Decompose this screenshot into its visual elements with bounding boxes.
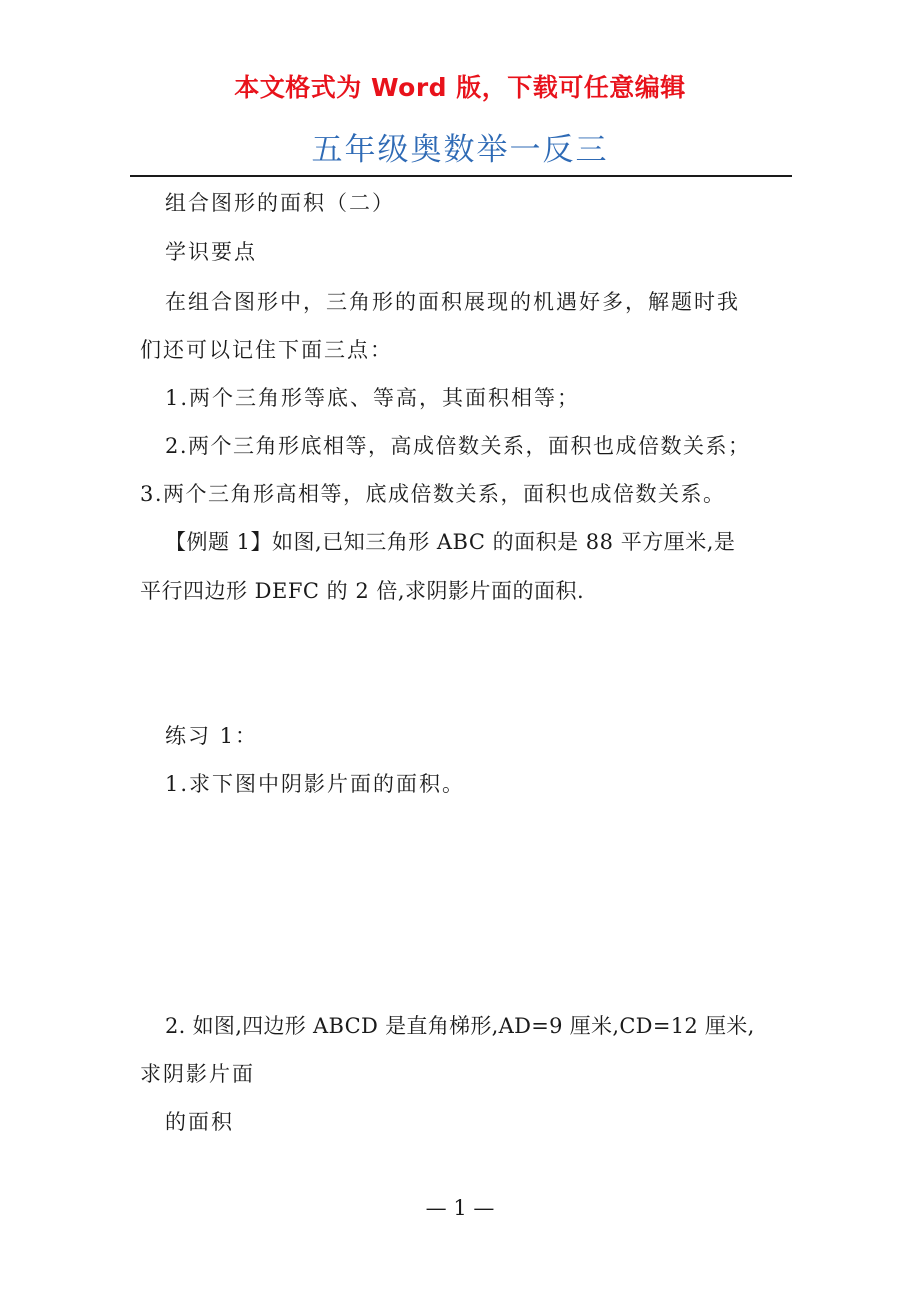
intro-paragraph-line-1: 在组合图形中，三角形的面积展现的机遇好多，解题时我 (165, 290, 740, 314)
document-title: 五年级奥数举一反三 (311, 132, 609, 168)
format-notice: 本文格式为 Word 版，下载可任意编辑 (234, 73, 686, 102)
exercise-heading: 练习 1： (165, 724, 259, 748)
key-points-heading: 学识要点 (165, 240, 257, 264)
exercise-1: 1.求下图中阴影片面的面积。 (165, 772, 466, 796)
key-point-2: 2.两个三角形底相等，高成倍数关系，面积也成倍数关系； (165, 434, 751, 458)
header-rule (130, 175, 792, 177)
exercise-2-line-2: 求阴影片面 (140, 1062, 255, 1086)
exercise-2-line-3: 的面积 (165, 1110, 234, 1134)
example-1-line-1: 【例题 1】如图,已知三角形 ABC 的面积是 88 平方厘米,是 (165, 530, 736, 554)
section-title: 组合图形的面积（二） (165, 191, 395, 215)
key-point-3: 3.两个三角形高相等，底成倍数关系，面积也成倍数关系。 (140, 482, 726, 506)
page-number: — 1 — (425, 1196, 495, 1220)
exercise-2-line-1: 2. 如图,四边形 ABCD 是直角梯形,AD=9 厘米,CD=12 厘米, (165, 1014, 755, 1038)
key-point-1: 1.两个三角形等底、等高，其面积相等； (165, 386, 581, 410)
intro-paragraph-line-2: 们还可以记住下面三点： (140, 338, 393, 362)
example-1-line-2: 平行四边形 DEFC 的 2 倍,求阴影片面的面积. (140, 579, 585, 603)
